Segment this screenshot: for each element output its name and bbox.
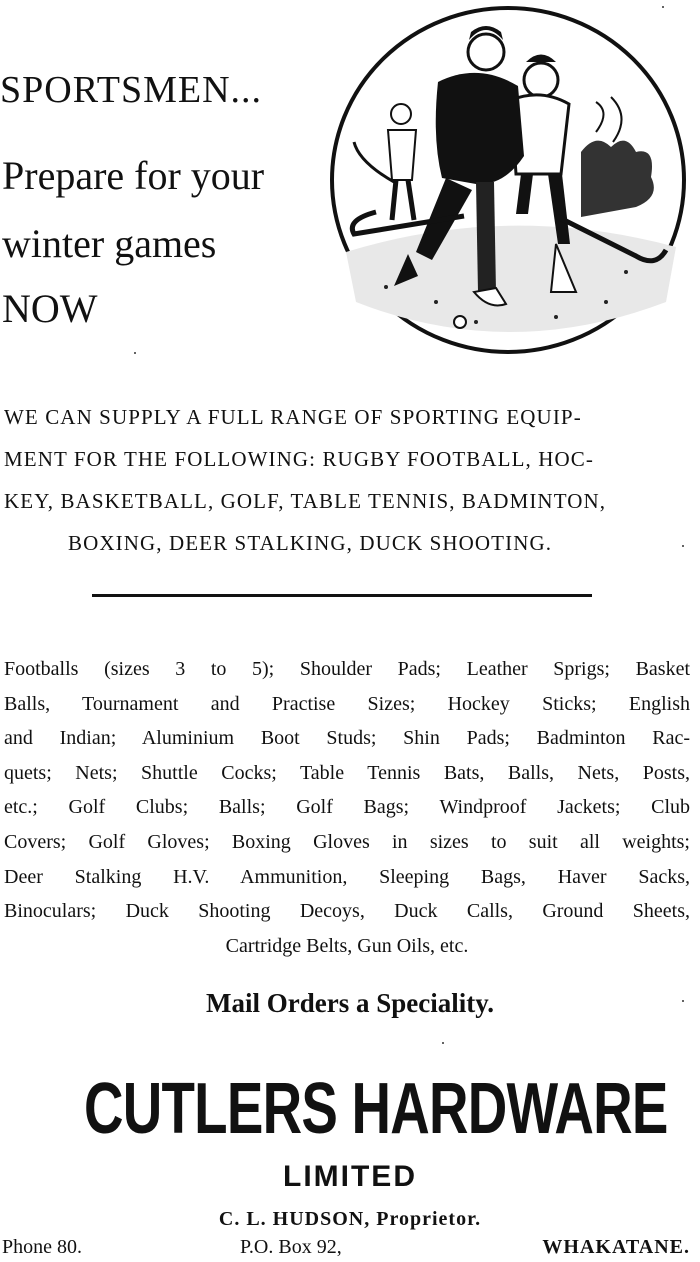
company-name: CUTLERS HARDWARE bbox=[84, 1069, 668, 1149]
ball bbox=[454, 316, 466, 328]
phone-number: Phone 80. bbox=[2, 1236, 82, 1258]
sports-list-line: WE CAN SUPPLY A FULL RANGE OF SPORTING EQUIP- bbox=[4, 405, 582, 429]
items-line: Cartridge Belts, Gun Oils, etc. bbox=[225, 934, 469, 957]
hockey-players-illustration bbox=[326, 2, 690, 358]
po-box: P.O. Box 92, bbox=[240, 1236, 342, 1258]
company-suffix: LIMITED bbox=[283, 1160, 417, 1193]
items-line: Balls, Tournament and Practise Sizes; Hockey Sticks; English bbox=[4, 692, 690, 715]
sports-list-line: BOXING, DEER STALKING, DUCK SHOOTING. bbox=[68, 531, 553, 555]
print-speck bbox=[134, 352, 136, 354]
town-name: WHAKATANE. bbox=[542, 1236, 690, 1258]
items-line: Binoculars; Duck Shooting Decoys, Duck Calls, Ground Sheets, bbox=[4, 900, 690, 923]
tagline-line-1: Prepare for your bbox=[2, 153, 265, 198]
sports-list-line: KEY, BASKETBALL, GOLF, TABLE TENNIS, BADMINTON, bbox=[4, 489, 607, 513]
ground bbox=[346, 226, 676, 332]
sports-list-line: MENT FOR THE FOLLOWING: RUGBY FOOTBALL, HOC- bbox=[4, 447, 594, 471]
tagline-line-2: winter games bbox=[2, 221, 217, 266]
headline: SPORTSMEN... bbox=[0, 69, 263, 111]
divider-rule bbox=[92, 594, 592, 597]
proprietor-line: C. L. HUDSON, Proprietor. bbox=[218, 1208, 482, 1230]
mail-orders-note: Mail Orders a Speciality. bbox=[206, 988, 494, 1018]
print-speck bbox=[682, 545, 684, 547]
items-paragraph bbox=[4, 652, 690, 963]
sports-list bbox=[4, 396, 696, 564]
items-line: Deer Stalking H.V. Ammunition, Sleeping Bags, Haver Sacks, bbox=[4, 865, 690, 888]
items-line: Covers; Golf Gloves; Boxing Gloves in sizes to suit all weights; bbox=[4, 830, 690, 853]
items-line: etc.; Golf Clubs; Balls; Golf Bags; Windproof Jackets; Club bbox=[4, 796, 690, 819]
print-speck bbox=[442, 1042, 444, 1044]
items-line: and Indian; Aluminium Boot Studs; Shin Pads; Badminton Rac- bbox=[4, 727, 690, 750]
items-line: quets; Nets; Shuttle Cocks; Table Tennis Bats, Balls, Nets, Posts, bbox=[4, 761, 690, 784]
print-speck bbox=[662, 6, 664, 8]
tagline-line-3: NOW bbox=[2, 286, 98, 331]
print-speck bbox=[682, 1000, 684, 1002]
items-line: Footballs (sizes 3 to 5); Shoulder Pads; Leather Sprigs; Basket bbox=[4, 658, 690, 680]
